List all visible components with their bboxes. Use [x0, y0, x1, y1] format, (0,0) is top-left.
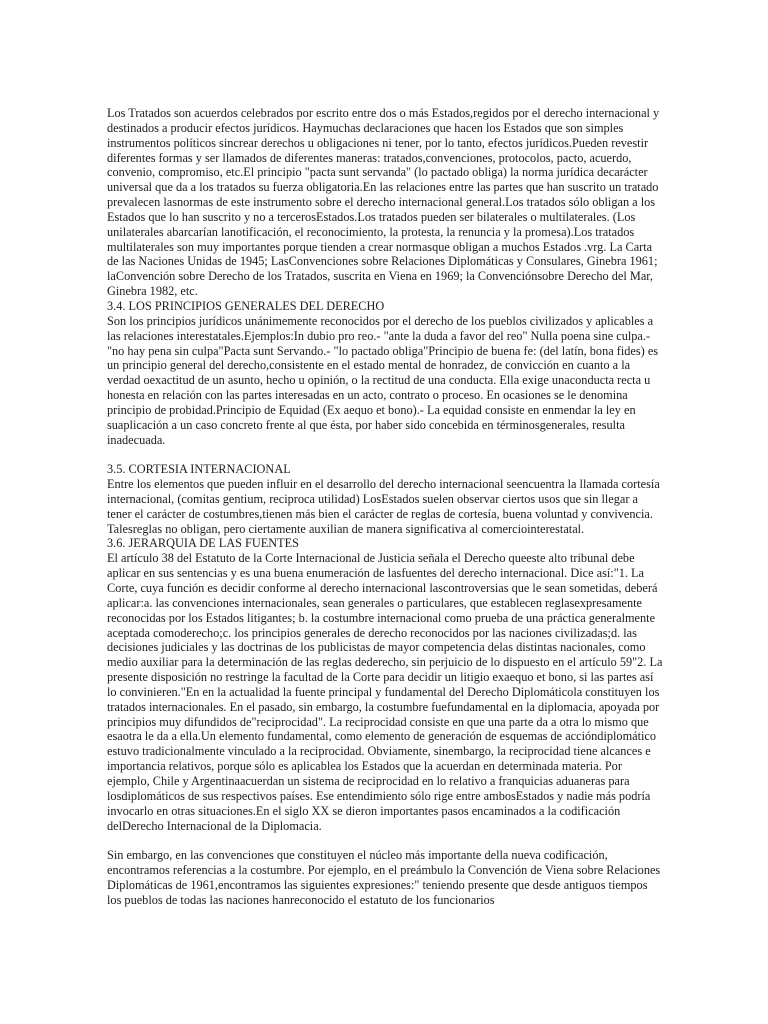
document-page — [107, 106, 663, 908]
paragraph-gap — [107, 447, 663, 462]
heading-jerarquia-fuentes: 3.6. JERARQUIA DE LAS FUENTES — [107, 536, 299, 551]
heading-cortesia-internacional: 3.5. CORTESIA INTERNACIONAL — [107, 462, 291, 477]
paragraph-principios: Son los principios jurídicos unánimemente reconocidos por el derecho de los pueblos civilizados y aplicables a las relaciones interestatales.Ejemplos:In dubio pro reo.- "ante la duda a favor del reo" Nulla poena sine culpa.- "no hay pena sin culpa"Pacta sunt Servando.- "lo pactado obliga"Principio de buena fe: (del latín, bona fides) es un principio general del derecho,consistente en el estado mental de honradez, de convicción en cuanto a la verdad oexactitud de un asunto, hecho u opinión, o la rectitud de una conducta. Ella exige unaconducta recta u honesta en relación con las partes interesadas en un acto, contrato o proceso. En ocasiones se le denomina principio de probidad.Principio de Equidad (Ex aequo et bono).- La equidad consiste en enmendar la ley en suaplicación a un caso concreto frente al que ésta, por haber sido concebida en términosgenerales, resulta inadecuada. — [107, 313, 659, 447]
paragraph-tratados: Los Tratados son acuerdos celebrados por escrito entre dos o más Estados,regidos por el derecho internacional y destinados a producir efectos jurídicos. Haymuchas declaraciones que hacen los Estados que son simples instrumentos políticos sincrear derechos u obligaciones ni tener, por lo tanto, efectos jurídicos.Pueden revestir diferentes formas y ser llamados de diferentes maneras: tratados,convenciones, protocolos, pacto, acuerdo, convenio, compromiso, etc.El principio "pacta sunt servanda" (lo pactado obliga) la norma jurídica decarácter universal que da a los tratados su fuerza obligatoria.En las relaciones entre las partes que han suscrito un tratado prevalecen lasnormas de este instrumento sobre el derecho internacional general.Los tratados sólo obligan a los Estados que lo han suscrito y no a tercerosEstados.Los tratados pueden ser bilaterales o multilaterales. (Los unilaterales abarcarían lanotificación, el reconocimiento, la protesta, la renuncia y la promesa).Los tratados multilaterales son muy importantes porque tienden a crear normasque obligan a muchos Estados .vrg. La Carta de las Naciones Unidas de 1945; LasConvenciones sobre Relaciones Diplomáticas y Consulares, Ginebra 1961; laConvención sobre Derecho de los Tratados, suscrita en Viena en 1969; la Convenciónsobre Derecho del Mar, Ginebra 1982, etc. — [107, 106, 660, 299]
heading-principios-generales: 3.4. LOS PRINCIPIOS GENERALES DEL DERECHO — [107, 298, 385, 313]
paragraph-sin-embargo: Sin embargo, en las convenciones que constituyen el núcleo más importante della nueva codificación, encontramos referencias a la costumbre. Por ejemplo, en el preámbulo la Convención de Viena sobre Relaciones Diplomáticas de 1961,encontramos las siguientes expresiones:" teniendo presente que desde antiguos tiempos los pueblos de todas las naciones hanreconocido el estatuto de los funcionarios — [107, 848, 661, 907]
paragraph-gap — [107, 833, 663, 848]
paragraph-jerarquia: El artículo 38 del Estatuto de la Corte Internacional de Justicia señala el Derecho queeste alto tribunal debe aplicar en sus sentencias y es una buena enumeración de lasfuentes del derecho internacional. Dice así:"1. La Corte, cuya función es decidir conforme al derecho internacional lascontroversias que le sean sometidas, deberá aplicar:a. las convenciones internacionales, sean generales o particulares, que establecen reglasexpresamente reconocidas por los Estados litigantes; b. la costumbre internacional como prueba de una práctica generalmente aceptada comoderecho;c. los principios generales de derecho reconocidos por las naciones civilizadas;d. las decisiones judiciales y las doctrinas de los publicistas de mayor competencia delas distintas nacionales, como medio auxiliar para la determinación de las reglas dederecho, sin perjuicio de lo dispuesto en el artículo 59"2. La presente disposición no restringe la facultad de la Corte para decidir un litigio exaequo et bono, si las partes así lo convinieren."En en la actualidad la fuente principal y fundamental del Derecho Diplomáticola constituyen los tratados internacionales. En el pasado, sin embargo, la costumbre fuefundamental en la diplomacia, apoyada por principios muy difundidos de"reciprocidad". La reciprocidad consiste en que una parte da a otra lo mismo que esaotra le da a ella.Un elemento fundamental, como elemento de generación de esquemas de accióndiplomático estuvo tradicionalmente vinculado a la reciprocidad. Obviamente, sinembargo, la reciprocidad tiene alcances e importancia relativos, porque sólo es aplicablea los Estados que la acuerdan en determinada materia. Por ejemplo, Chile y Argentinaacuerdan un sistema de reciprocidad en lo relativo a franquicias aduaneras para losdiplomáticos de sus respectivos países. Ese entendimiento sólo rige entre ambosEstados y nadie más podría invocarlo en otras situaciones.En el siglo XX se dieron importantes pasos encaminados a la codificación delDerecho Internacional de la Diplomacia. — [107, 551, 663, 833]
paragraph-cortesia: Entre los elementos que pueden influir en el desarrollo del derecho internacional seencuentra la llamada cortesía internacional, (comitas gentium, reciproca utilidad) LosEstados suelen observar ciertos usos que sin llegar a tener el carácter de costumbres,tienen más bien el carácter de reglas de cortesía, buena voluntad y convivencia. Talesreglas no obligan, pero ciertamente auxilian de manera significativa al comerciointerestatal. — [107, 477, 660, 536]
